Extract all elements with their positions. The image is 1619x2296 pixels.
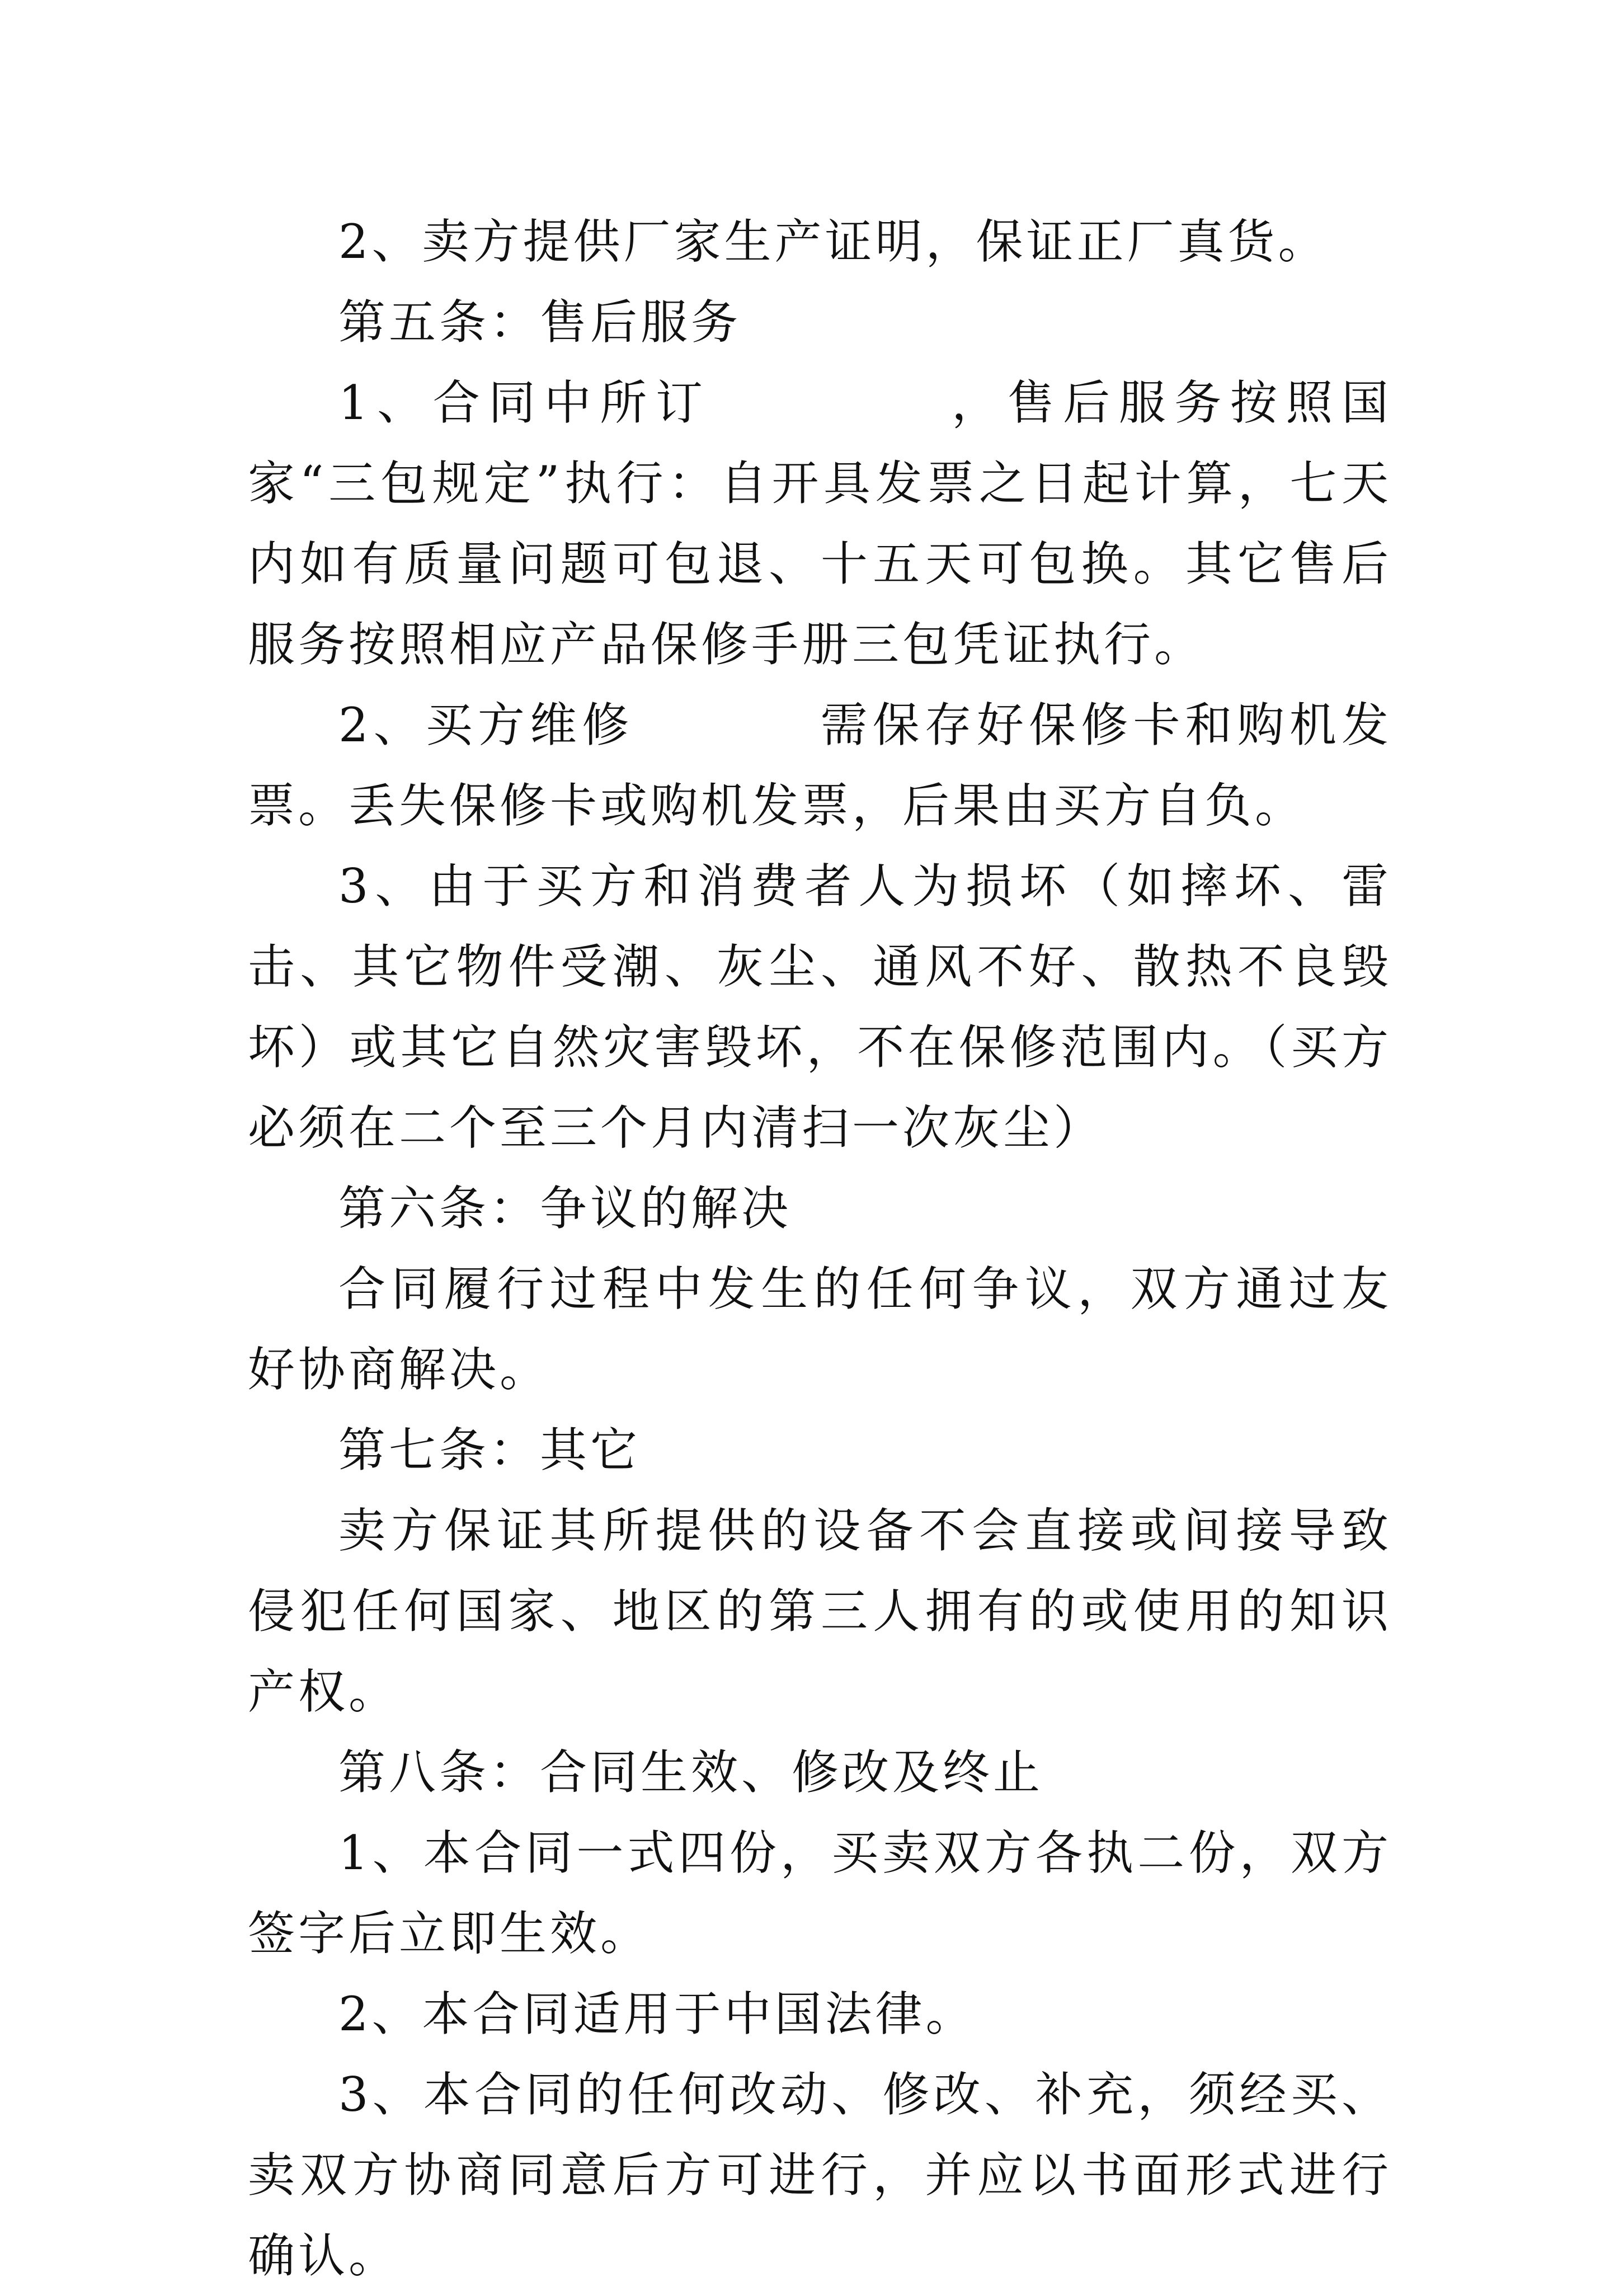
clause-after-sales-3 (248, 846, 1392, 1168)
blank-space (634, 694, 818, 741)
clause-after-sales-2 (248, 685, 1392, 846)
paragraph-text: 卖方保证其所提供的设备不会直接或间接导致侵犯任何国家、地区的第三人拥有的或使用的知识产权。 (248, 1503, 1392, 1719)
paragraph-text: 1、本合同一式四份，买卖双方各执二份，双方签字后立即生效。 (248, 1825, 1392, 1961)
paragraph-text: 3、本合同的任何改动、修改、补充，须经买、卖双方协商同意后方可进行，并应以书面形式进行确认。 (248, 2067, 1392, 2283)
heading-text: 第八条：合同生效、修改及终止 (338, 1745, 1044, 1800)
blank-space (711, 372, 946, 419)
paragraph-text: 2、本合同适用于中国法律。 (338, 1987, 976, 2041)
heading-text: 第五条：售后服务 (338, 295, 742, 350)
document-page (248, 201, 1392, 2296)
paragraph-text-end: ，售后服务按照国家“三包规定”执行：自开具发票之日起计算，七天内如有质量问题可包退、十五天可包换。其它售后服务按照相应产品保修手册三包凭证执行。 (248, 375, 1392, 672)
clause-seller-proof (248, 201, 1392, 282)
article-6-heading (248, 1168, 1392, 1249)
article-7-heading (248, 1410, 1392, 1490)
clause-dispute-resolution (248, 1249, 1392, 1410)
article-8-heading (248, 1732, 1392, 1813)
article-5-heading (248, 282, 1392, 363)
paragraph-text-end: 需保存好保修卡和购机发票。丢失保修卡或购机发票，后果由买方自负。 (248, 698, 1392, 833)
clause-ip-guarantee (248, 1490, 1392, 1732)
clause-effectiveness-1 (248, 1813, 1392, 1974)
heading-text: 第七条：其它 (338, 1423, 641, 1478)
clause-after-sales-1 (248, 363, 1392, 685)
paragraph-text: 3、由于买方和消费者人为损坏（如摔坏、雷击、其它物件受潮、灰尘、通风不好、散热不良毁坏）或其它自然灾害毁坏，不在保修范围内。（买方必须在二个至三个月内清扫一次灰尘） (248, 859, 1392, 1155)
paragraph-text: 2、卖方提供厂家生产证明，保证正厂真货。 (338, 214, 1329, 269)
paragraph-text: 合同履行过程中发生的任何争议，双方通过友好协商解决。 (248, 1262, 1392, 1397)
paragraph-text-start: 1、合同中所订 (338, 375, 712, 430)
paragraph-text-start: 2、买方维修 (338, 698, 634, 752)
clause-effectiveness-3 (248, 2054, 1392, 2296)
heading-text: 第六条：争议的解决 (338, 1181, 792, 1236)
clause-effectiveness-2 (248, 1974, 1392, 2054)
